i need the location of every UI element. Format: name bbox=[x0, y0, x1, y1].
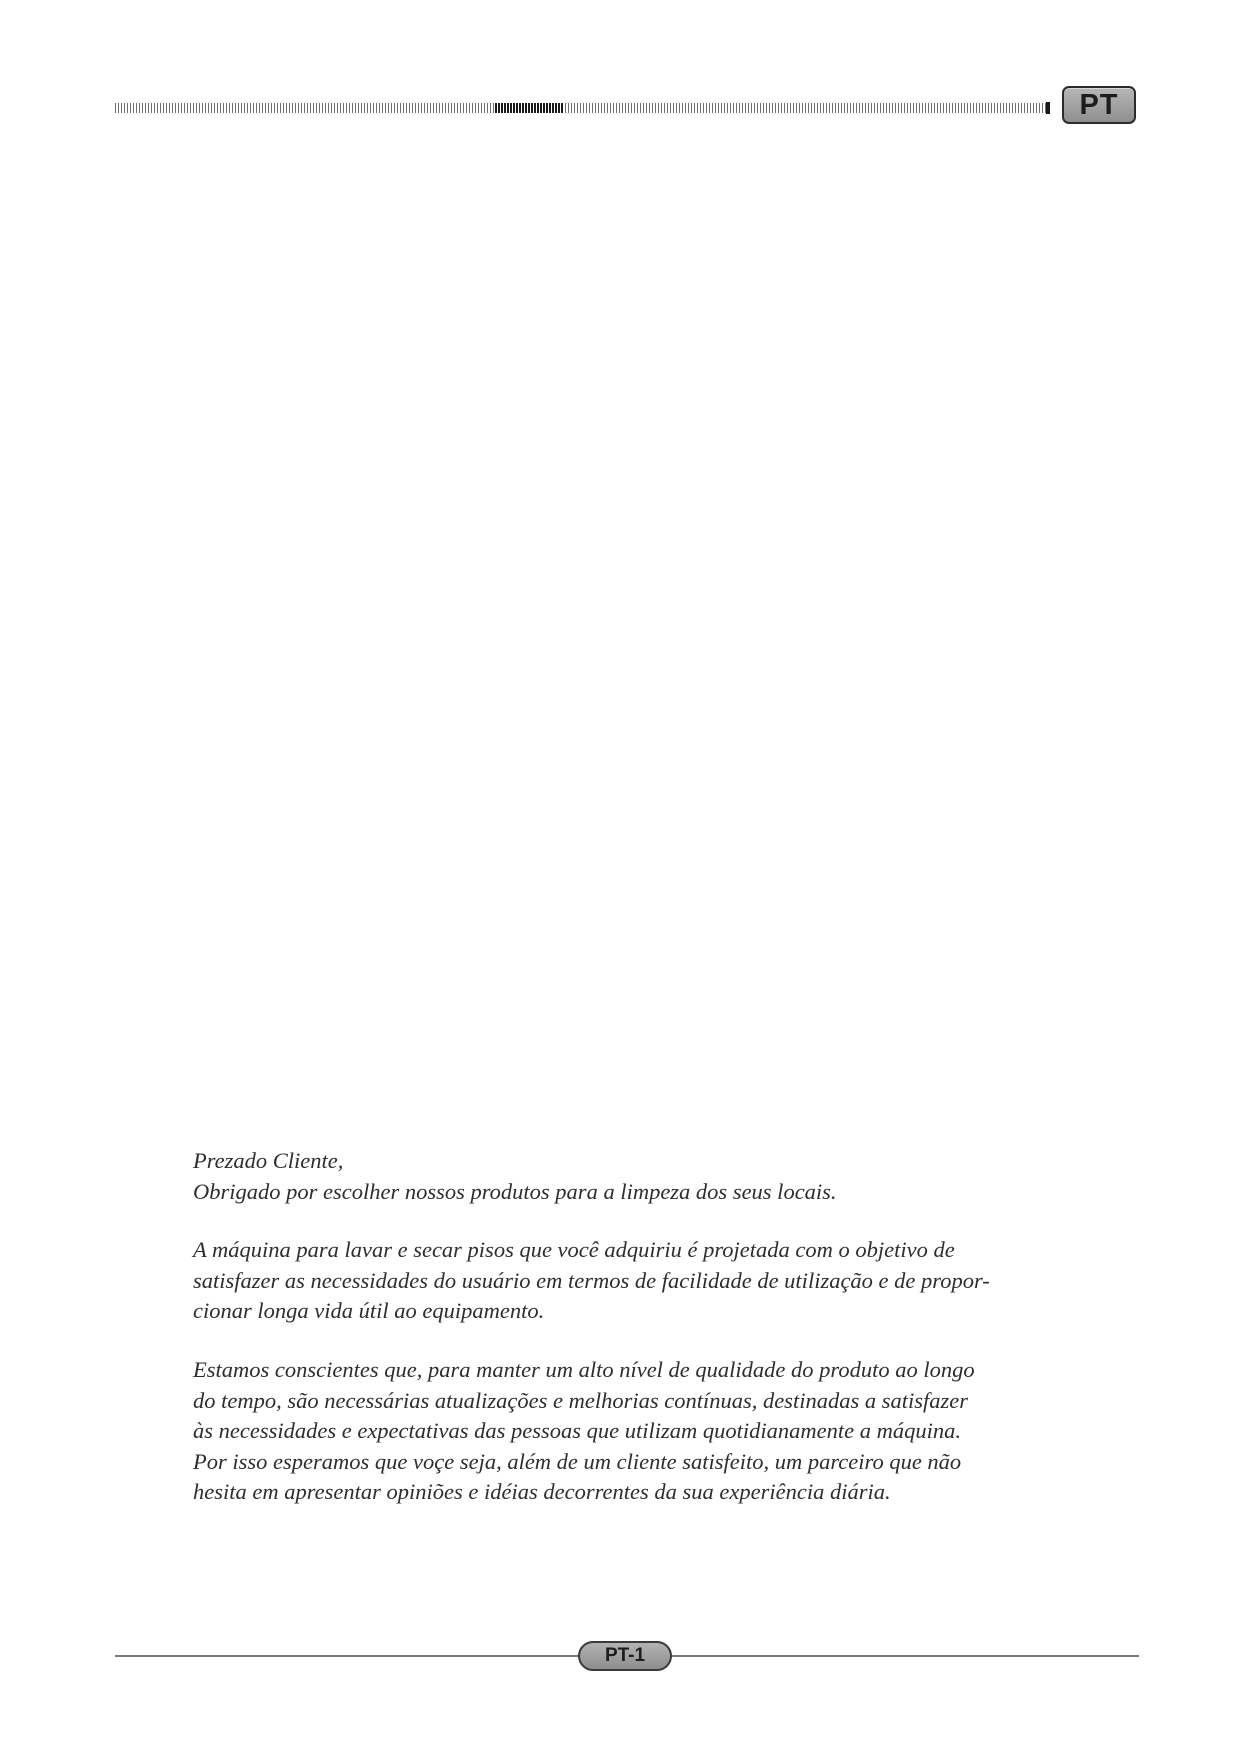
letter-paragraph-machine bbox=[193, 1235, 1093, 1327]
text-line: Por isso esperamos que voçe seja, além de um cliente satisfeito, um parceiro que não bbox=[193, 1448, 962, 1474]
text-line: do tempo, são necessárias atualizações e melhorias contínuas, destinadas a satisfazer bbox=[193, 1387, 968, 1413]
text-line: A máquina para lavar e secar pisos que você adquiriu é projetada com o objetivo de bbox=[193, 1237, 955, 1263]
letter-greeting: Prezado Cliente, bbox=[193, 1148, 344, 1173]
header-rule-marker bbox=[495, 103, 563, 113]
text-line: hesita em apresentar opiniões e idéias decorrentes da sua experiência diária. bbox=[193, 1479, 891, 1505]
text-line: satisfazer as necessidades do usuário em termos de facilidade de utilização e de propor- bbox=[193, 1267, 990, 1293]
letter-paragraph-quality bbox=[193, 1355, 1093, 1508]
header-rule-end bbox=[1046, 102, 1050, 114]
page-number-badge: PT-1 bbox=[578, 1641, 672, 1671]
text-line: às necessidades e expectativas das pessoas que utilizam quotidianamente a máquina. bbox=[193, 1418, 962, 1444]
letter-opening bbox=[193, 1146, 1093, 1207]
letter-thanks: Obrigado por escolher nossos produtos para a limpeza dos seus locais. bbox=[193, 1178, 837, 1204]
language-badge: PT bbox=[1062, 86, 1136, 124]
header-rule bbox=[115, 103, 1050, 113]
text-line: Estamos conscientes que, para manter um alto nível de qualidade do produto ao longo bbox=[193, 1356, 975, 1382]
text-line: cionar longa vida útil ao equipamento. bbox=[193, 1298, 545, 1324]
letter-body bbox=[193, 1146, 1093, 1536]
